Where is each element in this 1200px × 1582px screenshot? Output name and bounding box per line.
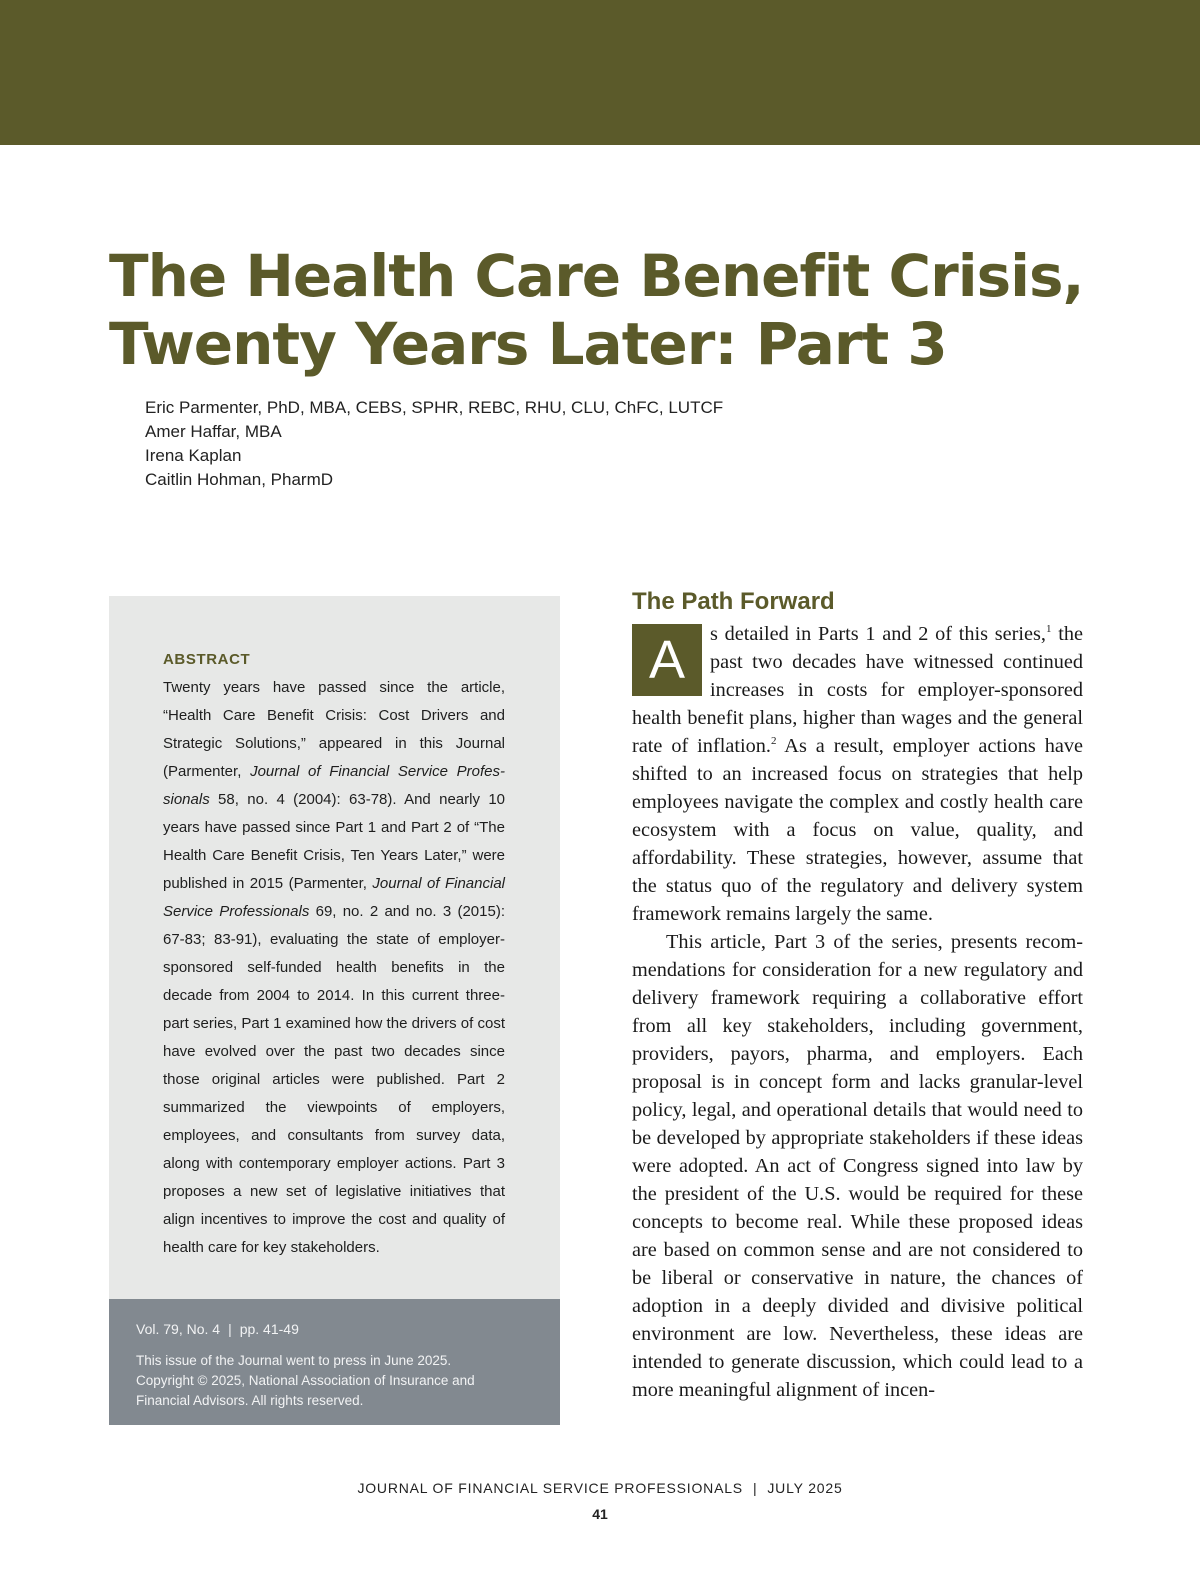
abstract-segment: Twenty years have passed since the article, “Health Care Benefit Crisis: Cost Drivers and Strategic Solutions,” appeared in this Journal (Parmenter,	[163, 679, 505, 780]
footnote-ref-1[interactable]: 1	[1045, 623, 1052, 636]
title-line-1: The Health Care Benefit Crisis,	[109, 242, 1084, 310]
abstract-citation-journal: Journal of Financial Service Professionals	[163, 763, 506, 808]
body-text-segment: s detailed in Parts 1 and 2 of this series,	[710, 623, 1046, 645]
issue-volume-line	[136, 1320, 299, 1338]
author-item: Eric Parmenter, PhD, MBA, CEBS, SPHR, REBC, RHU, CLU, ChFC, LUTCF	[145, 398, 724, 417]
author-item: Irena Kaplan	[145, 446, 242, 465]
author-item: Caitlin Hohman, PharmD	[145, 470, 334, 489]
page-footer	[0, 1480, 1200, 1496]
footer-journal-name: JOURNAL OF FINANCIAL SERVICE PROFESSIONALS	[357, 1480, 743, 1496]
abstract-panel	[109, 596, 560, 1299]
press-line: Copyright © 2025, National Association of Insurance and	[136, 1373, 475, 1388]
press-copyright-notice	[136, 1351, 536, 1411]
body-text-segment: the past two decades have witnessed continued increases in costs for employer-sponsored health benefit plans, higher than wages and the general rate of inflation.	[632, 623, 1083, 757]
abstract-text	[163, 674, 505, 1262]
abstract-segment: 69, no. 2 and no. 3 (2015): 67-83; 83-91), evaluating the state of employer-sponsored self-funded health benefits in the decade from 2004 to 2014. In this current three-part series, Part 1 examined how the drivers of cost have evolved over the past two decades since those original articles were published. Part 2 summarized the viewpoints of employers, employees, and consultants from survey data, along with contemporary employer actions. Part 3 proposes a new set of legislative initiatives that align incentives to improve the cost and quality of health care for key stakeholders.	[163, 903, 505, 1256]
page-number: 41	[592, 1506, 608, 1522]
abstract-citation-journal: Journal of Financial Service Professionals	[163, 875, 506, 920]
title-line-2: Twenty Years Later: Part 3	[109, 310, 947, 378]
drop-cap: A	[632, 624, 702, 696]
author-list	[145, 396, 723, 492]
issue-pages: pp. 41-49	[239, 1321, 299, 1337]
issue-separator: |	[228, 1321, 232, 1337]
body-paragraph-2: This article, Part 3 of the series, presents recommendations for consideration for a new regulatory and delivery framework requiring a collaborative effort from all key stakeholders, including government, providers, payors, pharma, and employers. Each proposal is in concept form and lacks granular-level policy, legal, and operational details that would need to be developed by appropriate stakeholders if these ideas were adopted. An act of Congress signed into law by the president of the U.S. would be required for these concepts to become real. While these proposed ideas are based on common sense and are not considered to be liberal or conservative in nature, the chances of adoption in a deeply divided and divisive political environment are low. Nevertheless, these ideas are intended to generate discussion, which could lead to a more meaningful alignment of incen-	[632, 931, 1083, 1401]
press-line: This issue of the Journal went to press in June 2025.	[136, 1353, 452, 1368]
header-color-band	[0, 0, 1200, 145]
footer-date: JULY 2025	[767, 1480, 843, 1496]
article-title	[109, 242, 1109, 378]
press-line: Financial Advisors. All rights reserved.	[136, 1393, 364, 1408]
abstract-segment: 58, no. 4 (2004): 63-78). And nearly 10 years have passed since Part 1 and Part 2 of “The Health Care Benefit Crisis, Ten Years Later,” were published in 2015 (Parmenter,	[163, 791, 505, 892]
author-item: Amer Haffar, MBA	[145, 422, 282, 441]
issue-info-panel	[109, 1299, 560, 1425]
abstract-heading: ABSTRACT	[163, 651, 251, 668]
footer-separator: |	[752, 1480, 758, 1496]
issue-volume: Vol. 79, No. 4	[136, 1321, 221, 1337]
article-body	[632, 620, 1083, 1404]
section-heading: The Path Forward	[632, 588, 835, 615]
body-paragraph-1	[632, 620, 1083, 928]
footnote-ref-2[interactable]: 2	[770, 735, 777, 748]
body-text-segment: As a result, employer actions have shifted to an increased focus on strategies that help employees navigate the complex and costly health care ecosystem with a focus on value, quality, and affordability. These strategies, however, assume that the status quo of the regulatory and delivery system framework remains largely the same.	[632, 735, 1084, 925]
